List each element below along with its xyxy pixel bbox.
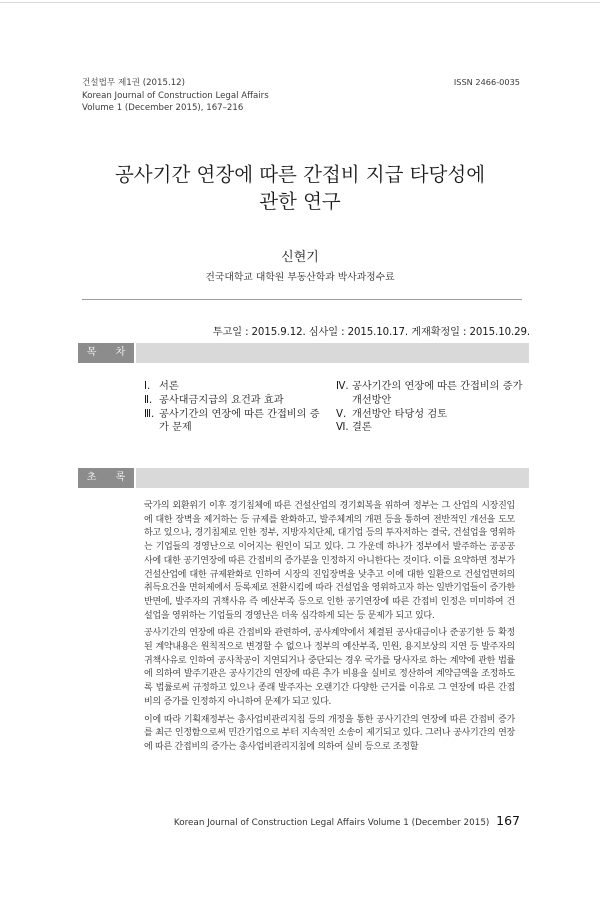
toc-item-label: 개선방안 타당성 검토 <box>352 408 448 420</box>
abstract-heading: 초 록 <box>78 468 134 488</box>
toc-left-column <box>144 380 324 435</box>
page-number: 167 <box>496 813 520 828</box>
toc-item-number: Ⅰ. <box>144 381 151 392</box>
toc-item <box>336 421 526 435</box>
abstract-body <box>144 500 515 759</box>
toc-item <box>144 408 324 436</box>
toc-item <box>144 380 324 394</box>
paper-title-line2: 관한 연구 <box>259 190 341 213</box>
paper-title <box>60 161 540 215</box>
toc-item-number: Ⅳ. <box>336 381 349 392</box>
journal-header <box>82 77 269 115</box>
toc-item-number: Ⅲ. <box>144 408 155 420</box>
abstract-paragraph: 이에 따라 기획재정부는 총사업비관리지침 등의 개정을 통한 공사기간의 연장에 따른 간접비 증가를 최근 인정함으로써 민간기업으로 부터 지속적인 소송이 제기되고 있다. 그러나 공사기간의 연장에 따른 간접비의 증가는 총사업비관리지침에 의하여 실비 등으로 조정할 <box>144 714 515 752</box>
toc-item-label: 공사대금지급의 요건과 효과 <box>159 394 284 406</box>
abstract-paragraph: 국가의 외환위기 이후 경기침체에 따른 건설산업의 경기회복을 위하여 정부는 그 산업의 시장진입에 대한 장벽을 제거하는 등 규제를 완화하고, 발주체계의 개편 등을 통하여 전반적인 개선을 도모하고 있으나, 경기침체로 인한 정부, 지방자치단체, 대기업 등의 투자저하는 결국, 건설업을 영위하는 기업들의 경영난으로 이어지는 원인이 되고 있다. 그 가운데 하나가 정부에서 발주하는 공공공사에 대한 공기연장에 따른 간접비의 증가분을 인정하지 아니한다는 것이다. 이를 요약하면 정부가 건설산업에 대한 규제완화로 인하여 시장의 진입장벽을 낮추고 이에 대한 일환으로 건설업면허의 취득요건을 면허제에서 등록제로 전환시킴에 따라 건설업을 영위하고자 하는 일반기업들이 증가한 반면에, 발주자의 귀책사유 즉 예산부족 등으로 인한 공기연장에 따른 간접비 인정은 미미하여 건설업을 영위하는 기업들의 경영난은 더욱 심각하게 되는 등 문제가 되고 있다. <box>144 501 515 621</box>
toc-item-number: Ⅴ. <box>336 408 347 420</box>
footer-journal: Korean Journal of Construction Legal Affairs Volume 1 (December 2015) <box>173 818 490 828</box>
toc-item-label: 결론 <box>352 422 372 434</box>
toc-heading-bar <box>78 343 529 363</box>
toc-heading-band <box>136 343 529 363</box>
author-name: 신현기 <box>281 250 319 265</box>
submission-dates: 투고일 : 2015.9.12. 심사일 : 2015.10.17. 게재확정일 : 2015.10.29. <box>212 327 530 338</box>
toc-item <box>336 380 526 408</box>
author-affiliation: 건국대학교 대학원 부동산학과 박사과정수료 <box>205 272 395 283</box>
page-top-border <box>0 2 600 3</box>
toc-right-column <box>336 380 526 435</box>
toc-item-number: Ⅵ. <box>336 422 349 434</box>
title-separator <box>82 299 522 300</box>
toc-heading: 목 차 <box>78 343 134 363</box>
journal-korean-name: 건설법무 제1권 (2015.12) <box>82 78 185 88</box>
journal-volume: Volume 1 (December 2015), 167–216 <box>82 103 244 114</box>
toc-item <box>336 408 526 422</box>
toc-item-label: 공사기간의 연장에 따른 간접비의 증가 문제 <box>159 408 320 434</box>
journal-english-name: Korean Journal of Construction Legal Affairs <box>82 90 269 101</box>
page-footer <box>174 813 520 828</box>
toc-item-label: 서론 <box>159 381 179 392</box>
toc-item <box>144 394 324 408</box>
abstract-heading-band <box>136 468 529 488</box>
toc-item-label: 공사기간의 연장에 따른 간접비의 증가개선방안 <box>352 381 523 406</box>
abstract-paragraph: 공사기간의 연장에 따른 간접비와 관련하여, 공사계약에서 체결된 공사대금이나 준공기한 등 확정된 계약내용은 원칙적으로 변경할 수 없으나 정부의 예산부족, 민원, 용지보상의 지연 등 발주자의 귀책사유로 인하여 공사착공이 지연되거나 중단되는 경우 국가를 당사자로 하는 계약에 관한 법률에 의하여 발주기관은 공사기간의 연장에 따른 추가 비용을 실비로 정산하여 계약금액을 조정하도록 법률로써 규정하고 있으나 종래 발주자는 오랜기간 다양한 근거를 이유로 그 연장에 따른 간접비의 증가를 인정하지 아니하여 문제가 되고 있다. <box>144 628 515 707</box>
issn: ISSN 2466-0035 <box>453 77 520 87</box>
paper-title-line1: 공사기간 연장에 따른 간접비 지급 타당성에 <box>114 163 486 186</box>
toc-item-number: Ⅱ. <box>144 394 153 406</box>
abstract-heading-bar <box>78 468 529 488</box>
